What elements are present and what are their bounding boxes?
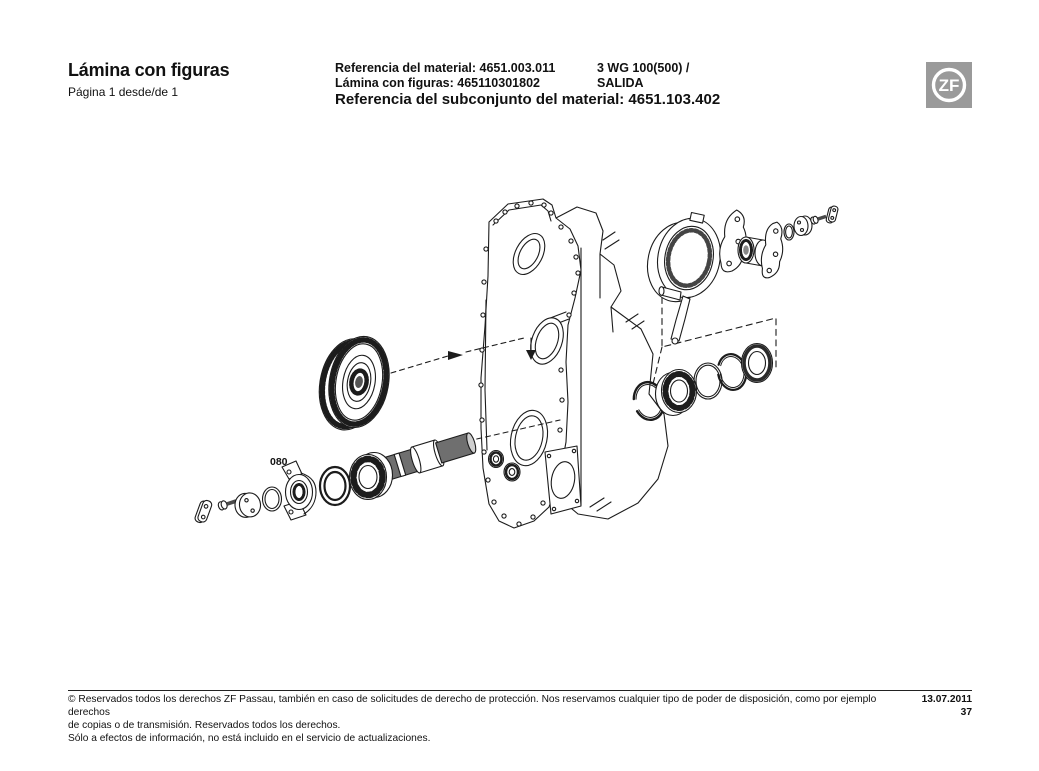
roller-bearing	[656, 370, 697, 416]
end-washer-disc	[234, 492, 262, 519]
spacer-ring	[694, 363, 722, 399]
shaft-seal-ring	[320, 467, 350, 505]
part-callout-080: 080	[270, 456, 288, 468]
output-shaft	[381, 429, 478, 482]
bottom-flange	[545, 446, 581, 514]
brake-band-drum	[640, 206, 728, 310]
lock-plate	[194, 499, 213, 525]
footer-divider	[68, 690, 972, 691]
small-boss	[504, 463, 520, 481]
output-flange-assembly	[640, 205, 838, 344]
arrow-right-icon	[448, 351, 463, 360]
flange-plate	[759, 221, 787, 280]
material-reference: Referencia del material: 4651.003.011	[335, 61, 556, 75]
footer-meta	[872, 694, 972, 720]
o-ring	[263, 487, 282, 511]
o-ring	[784, 224, 794, 240]
copyright-line-3: Sólo a efectos de información, no está incluido en el servicio de actualizaciones.	[68, 732, 431, 744]
lock-plate	[826, 205, 839, 224]
ball-bearing	[350, 453, 393, 500]
document-date: 13.07.2011	[921, 694, 972, 705]
drive-flange-yoke	[282, 461, 316, 520]
sheet-reference: Lámina con figuras: 465110301802	[335, 76, 540, 90]
seal-ring	[742, 344, 773, 383]
hex-screw	[217, 497, 237, 511]
zf-logo-text: ZF	[938, 76, 960, 95]
gearbox-housing	[479, 199, 668, 528]
page-subtitle: Página 1 desde/de 1	[68, 85, 179, 99]
page-title: Lámina con figuras	[68, 60, 230, 80]
page-number: 37	[960, 706, 972, 718]
guide-line-gear	[391, 356, 448, 373]
copyright-line-1: © Reservados todos los derechos ZF Passau, también en caso de solicitudes de derecho de protección. Nos reservamos cualquier tipo de poder de disposición, como por ejemplo derechos	[68, 694, 877, 718]
footer-copyright	[68, 694, 916, 746]
spur-gear	[312, 330, 396, 436]
flange-yoke-group	[194, 453, 393, 525]
subassembly-reference: Referencia del subconjunto del material: 4651.103.402	[335, 91, 721, 108]
model-name: 3 WG 100(500) /	[597, 61, 690, 75]
end-cap	[794, 216, 812, 236]
section-name: SALIDA	[597, 76, 644, 90]
small-boss	[489, 451, 504, 468]
copyright-line-2: de copias o de transmisión. Reservados todos los derechos.	[68, 719, 341, 731]
hex-screw	[810, 213, 827, 225]
